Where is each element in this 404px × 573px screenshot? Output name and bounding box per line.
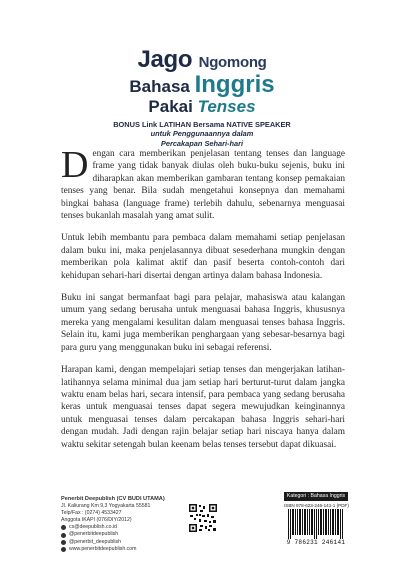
publisher-phone: Telp/Fax : (0274) 4533427 [61,510,122,517]
bonus-line-2: untuk Penggunaannya dalam [150,129,254,139]
globe-icon [61,547,66,552]
barcode-number: 9 786231 246141 [286,539,346,546]
publisher-website: www.penerbitdeepublish.com [69,545,137,552]
publisher-info [61,496,165,553]
publisher-ikapi: Anggota IKAPI (076/DIY/2012) [61,517,132,524]
back-cover-description [61,144,345,461]
book-title [0,48,404,115]
publisher-address: Jl. Kaliurang Km 9,3 Yogyakarta 55581 [61,503,151,510]
paragraph-1 [61,144,345,222]
paragraph-2: Untuk lebih membantu para pembaca dalam memahami setiap penjelasan dalam buku ini, maka penjelasannya dibuat sesederhana mungkin dengan memberikan pola kalimat aktif dan pasif beserta contoh-contoh dari kehidupan sehari-hari disertai dengan artinya dalam bahasa Indonesia. [61,233,345,281]
paragraph-3: Buku ini sangat bermanfaat bagi para pelajar, mahasiswa atau kalangan umum yang sedang berusaha untuk menguasai bahasa Inggris, khususnya mereka yang mengalami kesulitan dalam menguasai tenses bahasa Inggris. Selain itu, kami juga memberikan penghargaan yang sebesar-besarnya bagi para guru yang menggunakan buku ini sebagai referensi. [61,293,345,353]
instagram-icon [61,540,66,545]
barcode-icon [286,509,346,539]
publisher-facebook: @penerbitdeepublish [69,531,119,538]
qr-code-icon [188,503,218,533]
title-bahasa: Bahasa [129,77,190,96]
facebook-icon [61,533,66,538]
publisher-email: cs@deepublish.co.id [69,524,117,531]
title-tenses: Tenses [197,97,256,116]
publisher-instagram: @penerbit_deepublish [69,538,121,545]
drop-cap: D [61,144,89,186]
paragraph-1-text: engan cara memberikan penjelasan tentang tenses dan language frame yang tidak banyak diulas oleh buku-buku sejenis, buku ini diharapkan akan memberikan gambaran tentang konsep pemakaian tenses yang benar. Bila sudah mengetahui konsepnya dan memahami bingkai bahasa (language frame) terlebih dahulu, sebenarnya menguasai tenses bukanlah masalah yang amat sulit. [61,149,345,222]
paragraph-4: Harapan kami, dengan mempelajari setiap tenses dan mengerjakan latihan-latihannya selama minimal dua jam setiap hari berturut-turut dalam jangka waktu enam belas hari, secara intensif, para pembaca yang sedang berusaha keras untuk menguasai tenses dapat segera mewujudkan keinginannya untuk menguasai tenses dalam percakapan bahasa Inggris sehari-hari dengan mudah. Jadi dengan rajin belajar setiap hari niscaya hanya dalam waktu sekitar setengah bulan keenam belas tenses tersebut dapat dikuasai. [61,365,345,450]
isbn-text: ISBN 978-623-246-141-1 (PDF) [284,503,349,508]
email-icon [61,525,66,530]
category-label: Kategori : Bahasa Inggris [284,492,348,501]
title-jago: Jago [137,46,193,73]
publisher-name: Penerbit Deepublish (CV BUDI UTAMA) [61,496,165,502]
bonus-line-1: BONUS Link LATIHAN Bersama NATIVE SPEAKER [113,120,291,129]
title-ngomong: Ngomong [198,54,267,71]
title-pakai: Pakai [148,97,193,116]
bonus-line-3: Percakapan Sehari-hari [160,138,244,148]
isbn-barcode-block [284,492,348,556]
title-inggris: Inggris [194,71,275,98]
